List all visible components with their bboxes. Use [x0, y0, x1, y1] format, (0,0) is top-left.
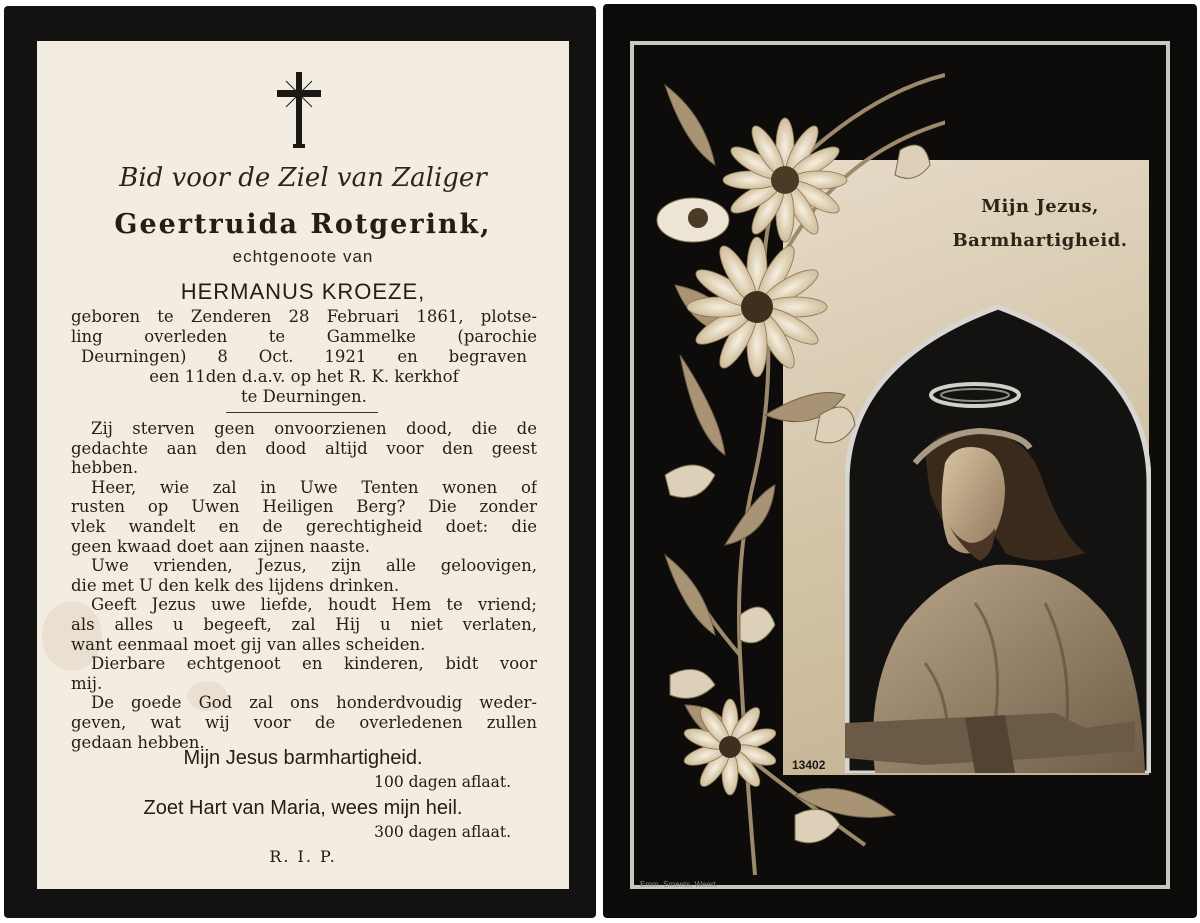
verse-line: die met U den kelk des lijdens drinken. [71, 575, 400, 595]
bio-line: te Deurningen. [241, 387, 367, 406]
verse-line: Uwe vrienden, Jezus, zijn alle geloovigen, [91, 556, 537, 576]
cross-icon [274, 69, 324, 151]
print-number: 13402 [792, 758, 826, 772]
printer-imprint: Emm. Smeets, Weert. [640, 880, 719, 889]
prayer-mijn-jesus: Mijn Jesus barmhartigheid. [183, 747, 423, 769]
verse-line: gedachte aan den dood altijd voor den geest [71, 438, 537, 458]
spouse-relation-label: echtgenoote van [232, 247, 374, 266]
verses-block [71, 419, 537, 752]
verse-line: geven, wat wij voor de overledenen zullen [71, 712, 537, 732]
motto-line: Barmhartigheid. [952, 230, 1128, 251]
verse-line: mij. [71, 673, 103, 693]
verse-line: hebben. [71, 458, 139, 478]
deceased-name: Geertruida Rotgerink, [114, 209, 492, 240]
verse-line: De goede God zal ons honderdvoudig weder- [91, 693, 537, 713]
motto [940, 190, 1140, 258]
section-divider [226, 412, 378, 413]
pray-for-soul-line: Bid voor de Ziel van Zaliger [119, 163, 487, 193]
flower-spray-illustration [645, 55, 945, 875]
motto-line: Mijn Jezus, [981, 196, 1099, 217]
bio-line: een 11den d.a.v. op het R. K. kerkhof [149, 367, 459, 386]
verse-line: geen kwaad doet aan zijnen naaste. [71, 536, 371, 556]
verse-line: vlek wandelt en de gerechtigheid doet: die [71, 516, 537, 536]
card-paper [37, 41, 569, 889]
spouse-name: HERMANUS KROEZE, [180, 279, 426, 304]
verse-line: Heer, wie zal in Uwe Tenten wonen of [91, 477, 537, 497]
verse-line: gedaan hebben. [71, 732, 205, 752]
verse-line: als alles u begeeft, zal Hij u niet verlaten, [71, 614, 537, 634]
bio-line: geboren te Zenderen 28 Februari 1861, plotse- [71, 307, 537, 326]
prayer-zoet-hart: Zoet Hart van Maria, wees mijn heil. [143, 797, 463, 819]
biography-paragraph [71, 307, 537, 407]
verse-line: want eenmaal moet gij van alles scheiden. [71, 634, 426, 654]
rip-text: R. I. P. [269, 847, 337, 866]
verse-line: rusten op Uwen Heiligen Berg? Die zonder [71, 497, 537, 517]
bio-line: Deurningen) 8 Oct. 1921 en begraven [81, 347, 527, 366]
memorial-card-text-side [4, 6, 596, 918]
verse-line: Dierbare echtgenoot en kinderen, bidt voor [91, 654, 537, 674]
indulgence-300-days: 300 dagen aflaat. [374, 823, 511, 841]
bio-line: ling overleden te Gammelke (parochie [71, 327, 537, 346]
verse-line: Zij sterven geen onvoorzienen dood, die de [91, 419, 537, 438]
indulgence-100-days: 100 dagen aflaat. [374, 773, 511, 791]
verse-line: Geeft Jezus uwe liefde, houdt Hem te vriend; [91, 595, 537, 615]
